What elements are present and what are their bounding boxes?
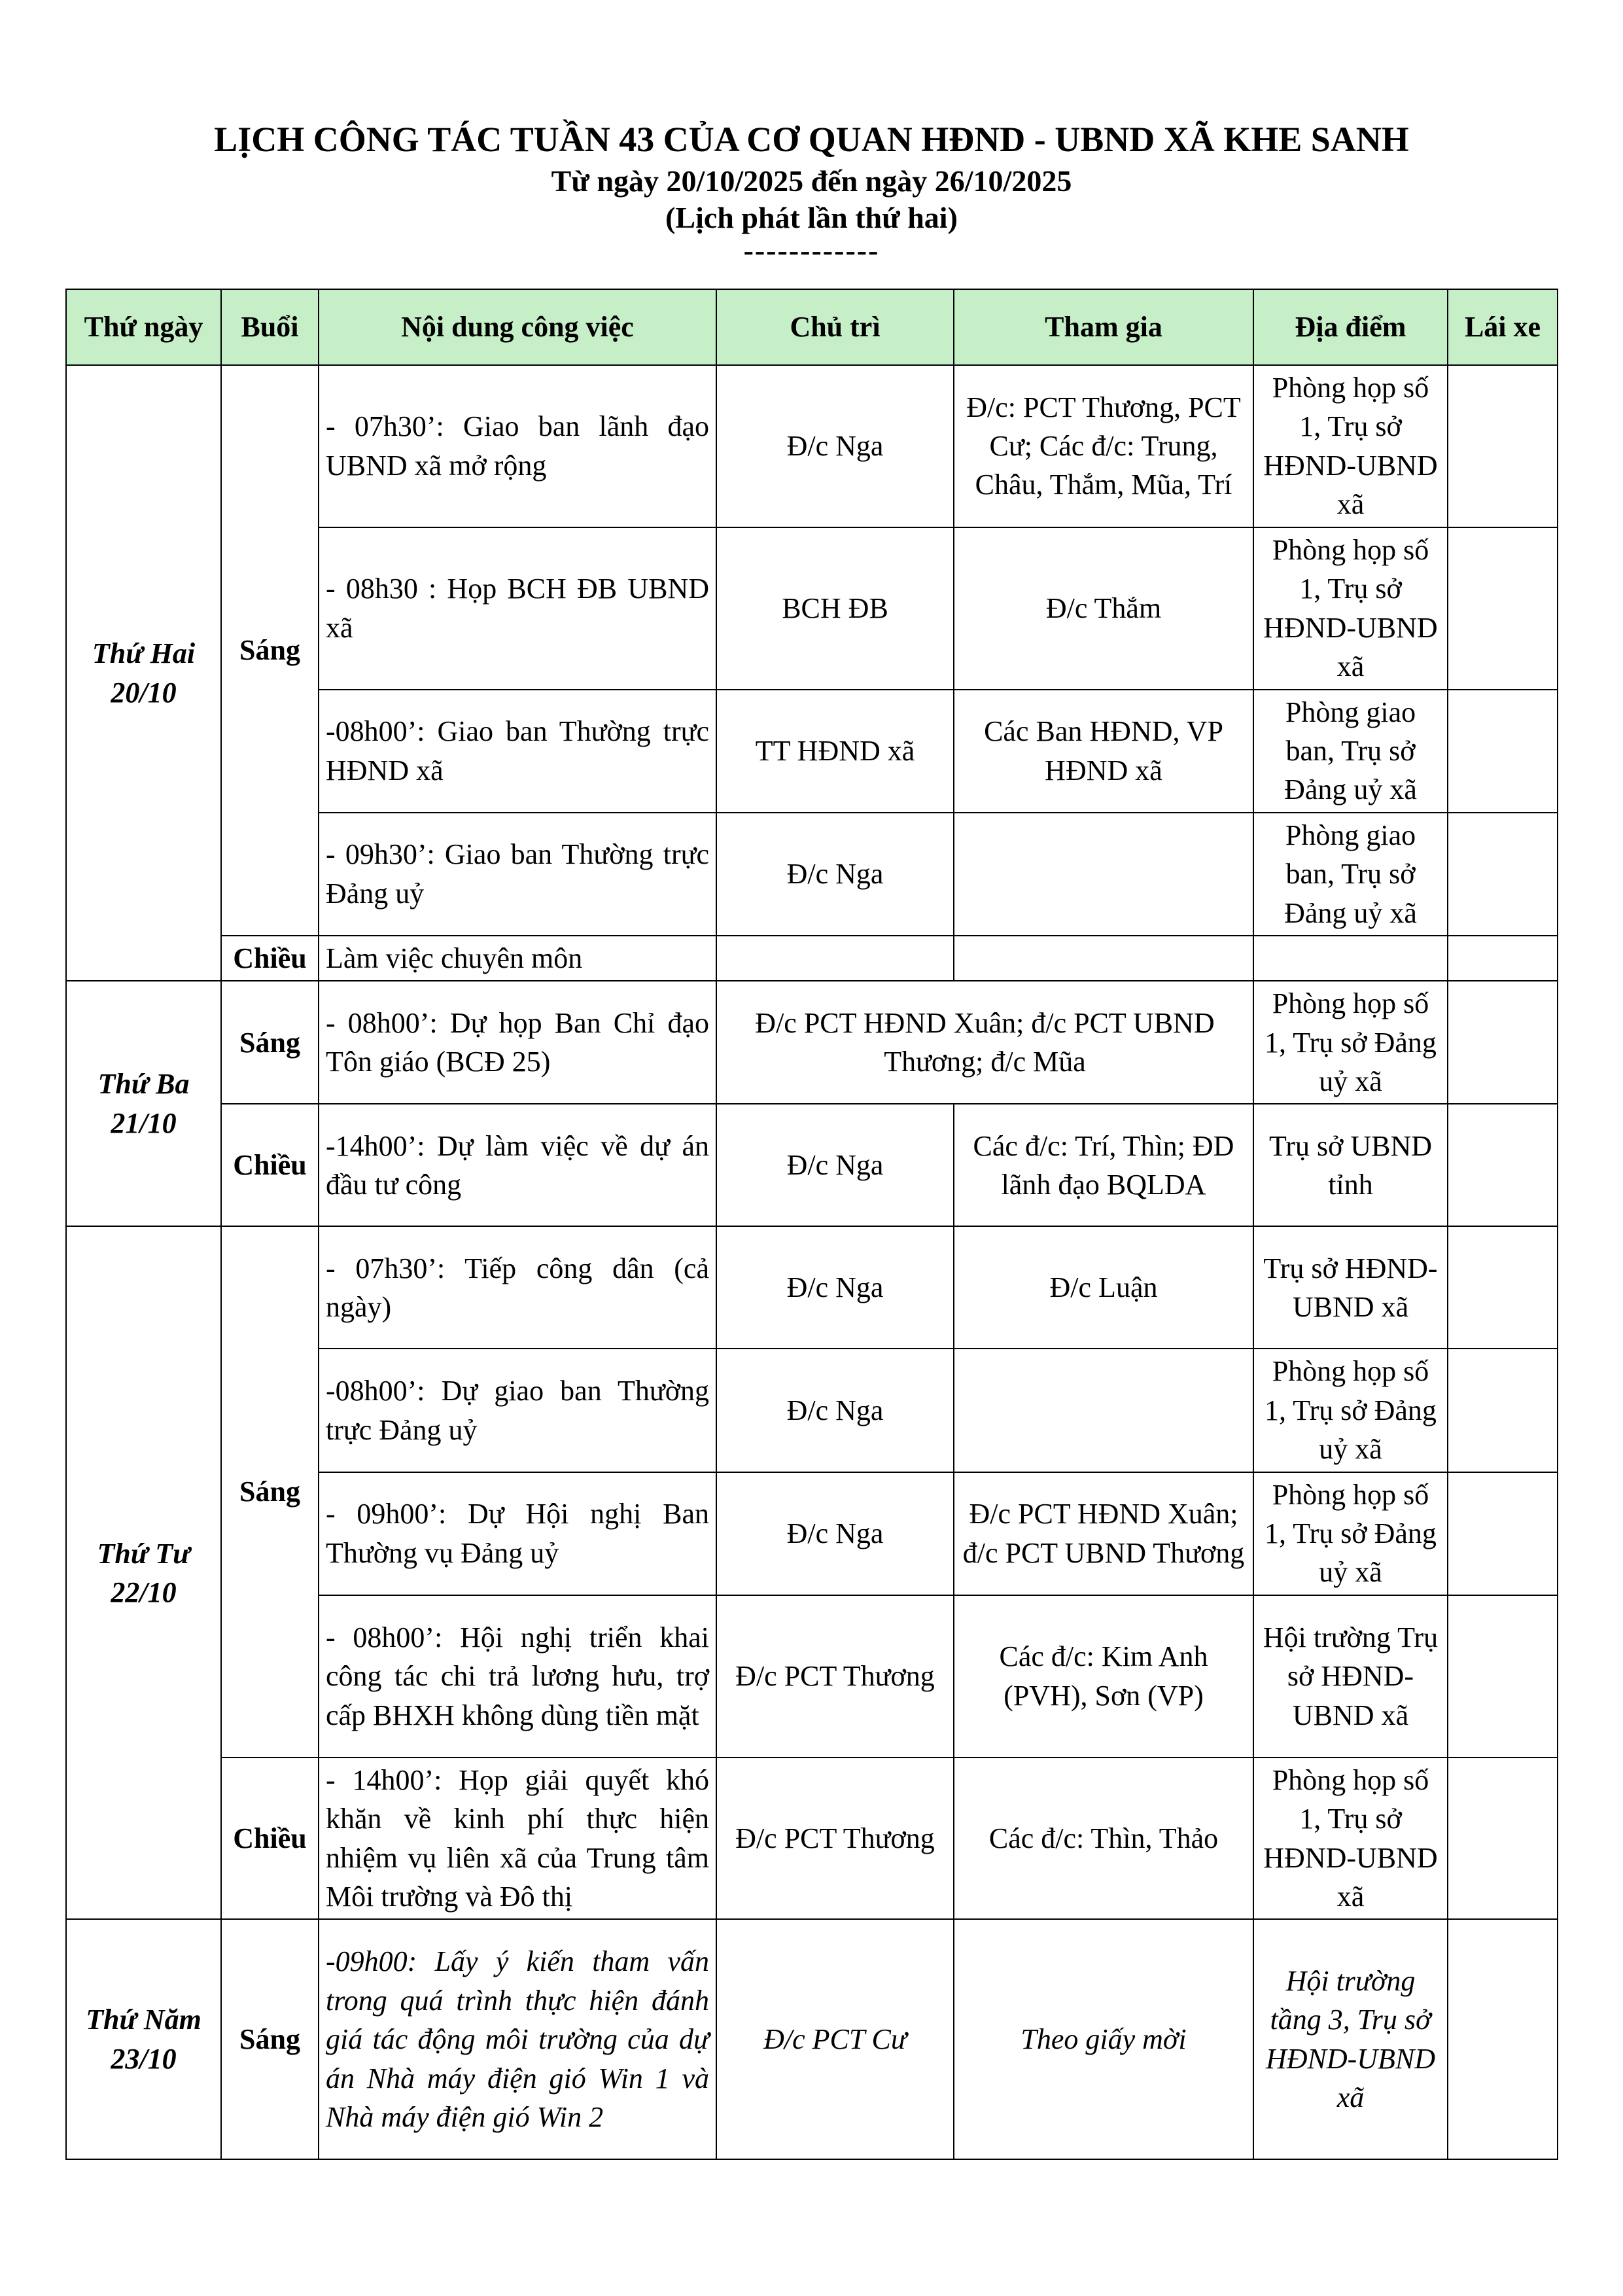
date-range: Từ ngày 20/10/2025 đến ngày 26/10/2025: [551, 164, 1072, 198]
session-cell: Chiều: [221, 1104, 319, 1226]
session-cell: Chiều: [221, 1757, 319, 1920]
col-location: Địa điểm: [1253, 289, 1448, 365]
driver-cell: [1448, 690, 1558, 813]
driver-cell: [1448, 365, 1558, 527]
location-cell: Phòng họp số 1, Trụ sở HĐND-UBND xã: [1253, 365, 1448, 527]
chair-cell: Đ/c Nga: [716, 1104, 954, 1226]
chair-cell: Đ/c Nga: [716, 1226, 954, 1349]
table-row: [66, 981, 1558, 1104]
chair-cell: Đ/c Nga: [716, 1472, 954, 1595]
header-row: [66, 289, 1558, 365]
location-cell: Phòng họp số 1, Trụ sở Đảng uỷ xã: [1253, 981, 1448, 1104]
chair-cell: Đ/c Nga: [716, 365, 954, 527]
page-title: LỊCH CÔNG TÁC TUẦN 43 CỦA CƠ QUAN HĐND - UBND XÃ KHE SANH: [214, 120, 1409, 159]
table-row: [66, 1757, 1558, 1920]
driver-cell: [1448, 813, 1558, 936]
content-cell: - 09h30’: Giao ban Thường trực Đảng uỷ: [319, 813, 716, 936]
driver-cell: [1448, 1349, 1558, 1472]
driver-cell: [1448, 1104, 1558, 1226]
chair-cell: TT HĐND xã: [716, 690, 954, 813]
chair-cell: Đ/c PCT Thương: [716, 1757, 954, 1920]
driver-cell: [1448, 936, 1558, 981]
edition-note: (Lịch phát lần thứ hai): [665, 201, 958, 234]
content-cell: Làm việc chuyên môn: [319, 936, 716, 981]
content-cell: -08h00’: Dự giao ban Thường trực Đảng uỷ: [319, 1349, 716, 1472]
col-day: Thứ ngày: [66, 289, 221, 365]
location-cell: Phòng họp số 1, Trụ sở Đảng uỷ xã: [1253, 1472, 1448, 1595]
driver-cell: [1448, 981, 1558, 1104]
table-row: [66, 365, 1558, 527]
location-cell: Phòng họp số 1, Trụ sở Đảng uỷ xã: [1253, 1349, 1448, 1472]
table-row: [66, 1104, 1558, 1226]
location-cell: Hội trường Trụ sở HĐND-UBND xã: [1253, 1595, 1448, 1757]
session-cell: Sáng: [221, 981, 319, 1104]
participants-cell: Theo giấy mời: [954, 1919, 1253, 2159]
content-cell: -14h00’: Dự làm việc về dự án đầu tư công: [319, 1104, 716, 1226]
driver-cell: [1448, 1757, 1558, 1920]
participants-cell: Đ/c Luận: [954, 1226, 1253, 1349]
driver-cell: [1448, 1226, 1558, 1349]
participants-cell: [954, 1349, 1253, 1472]
content-cell: -08h00’: Giao ban Thường trực HĐND xã: [319, 690, 716, 813]
session-cell: Sáng: [221, 1919, 319, 2159]
participants-cell: Đ/c: PCT Thương, PCT Cư; Các đ/c: Trung, Châu, Thắm, Mũa, Trí: [954, 365, 1253, 527]
location-cell: Trụ sở HĐND-UBND xã: [1253, 1226, 1448, 1349]
participants-cell: Các đ/c: Thìn, Thảo: [954, 1757, 1253, 1920]
day-cell: Thứ Tư 22/10: [66, 1226, 221, 1919]
session-cell: Sáng: [221, 1226, 319, 1757]
content-cell: - 08h30 : Họp BCH ĐB UBND xã: [319, 527, 716, 690]
chair-cell: Đ/c Nga: [716, 1349, 954, 1472]
participants-cell: [954, 936, 1253, 981]
content-cell: - 14h00’: Họp giải quyết khó khăn về kinh phí thực hiện nhiệm vụ liên xã của Trung tâm Môi trường và Đô thị: [319, 1757, 716, 1920]
chair-cell: [716, 936, 954, 981]
chair-cell: Đ/c PCT Thương: [716, 1595, 954, 1757]
participants-cell: Đ/c PCT HĐND Xuân; đ/c PCT UBND Thương: [954, 1472, 1253, 1595]
col-session: Buổi: [221, 289, 319, 365]
table-row: [66, 1919, 1558, 2159]
col-chair: Chủ trì: [716, 289, 954, 365]
location-cell: Phòng giao ban, Trụ sở Đảng uỷ xã: [1253, 690, 1448, 813]
driver-cell: [1448, 1472, 1558, 1595]
day-cell: Thứ Hai 20/10: [66, 365, 221, 981]
content-cell: - 08h00’: Hội nghị triển khai công tác chi trả lương hưu, trợ cấp BHXH không dùng tiền mặt: [319, 1595, 716, 1757]
driver-cell: [1448, 1595, 1558, 1757]
location-cell: Phòng giao ban, Trụ sở Đảng uỷ xã: [1253, 813, 1448, 936]
participants-cell: [954, 813, 1253, 936]
location-cell: Hội trường tầng 3, Trụ sở HĐND-UBND xã: [1253, 1919, 1448, 2159]
location-cell: Phòng họp số 1, Trụ sở HĐND-UBND xã: [1253, 1757, 1448, 1920]
divider: ------------: [743, 234, 880, 267]
day-cell: Thứ Ba 21/10: [66, 981, 221, 1226]
content-cell: - 08h00’: Dự họp Ban Chỉ đạo Tôn giáo (BCĐ 25): [319, 981, 716, 1104]
session-cell: Chiều: [221, 936, 319, 981]
location-cell: [1253, 936, 1448, 981]
chair-cell: Đ/c Nga: [716, 813, 954, 936]
content-cell: - 09h00’: Dự Hội nghị Ban Thường vụ Đảng uỷ: [319, 1472, 716, 1595]
chair-participants-cell: Đ/c PCT HĐND Xuân; đ/c PCT UBND Thương; đ/c Mũa: [716, 981, 1253, 1104]
driver-cell: [1448, 1919, 1558, 2159]
table-row: [66, 1226, 1558, 1349]
chair-cell: BCH ĐB: [716, 527, 954, 690]
participants-cell: Các đ/c: Kim Anh (PVH), Sơn (VP): [954, 1595, 1253, 1757]
col-content: Nội dung công việc: [319, 289, 716, 365]
table-row: [66, 936, 1558, 981]
col-participants: Tham gia: [954, 289, 1253, 365]
driver-cell: [1448, 527, 1558, 690]
day-cell: Thứ Năm 23/10: [66, 1919, 221, 2159]
content-cell: -09h00: Lấy ý kiến tham vấn trong quá trình thực hiện đánh giá tác động môi trường của dự án Nhà máy điện gió Win 1 và Nhà máy điện gió Win 2: [319, 1919, 716, 2159]
location-cell: Phòng họp số 1, Trụ sở HĐND-UBND xã: [1253, 527, 1448, 690]
participants-cell: Các Ban HĐND, VP HĐND xã: [954, 690, 1253, 813]
participants-cell: Các đ/c: Trí, Thìn; ĐD lãnh đạo BQLDA: [954, 1104, 1253, 1226]
session-cell: Sáng: [221, 365, 319, 936]
content-cell: - 07h30’: Tiếp công dân (cả ngày): [319, 1226, 716, 1349]
participants-cell: Đ/c Thắm: [954, 527, 1253, 690]
location-cell: Trụ sở UBND tỉnh: [1253, 1104, 1448, 1226]
schedule-table: [65, 289, 1558, 2160]
chair-cell: Đ/c PCT Cư: [716, 1919, 954, 2159]
content-cell: - 07h30’: Giao ban lãnh đạo UBND xã mở rộng: [319, 365, 716, 527]
col-driver: Lái xe: [1448, 289, 1558, 365]
